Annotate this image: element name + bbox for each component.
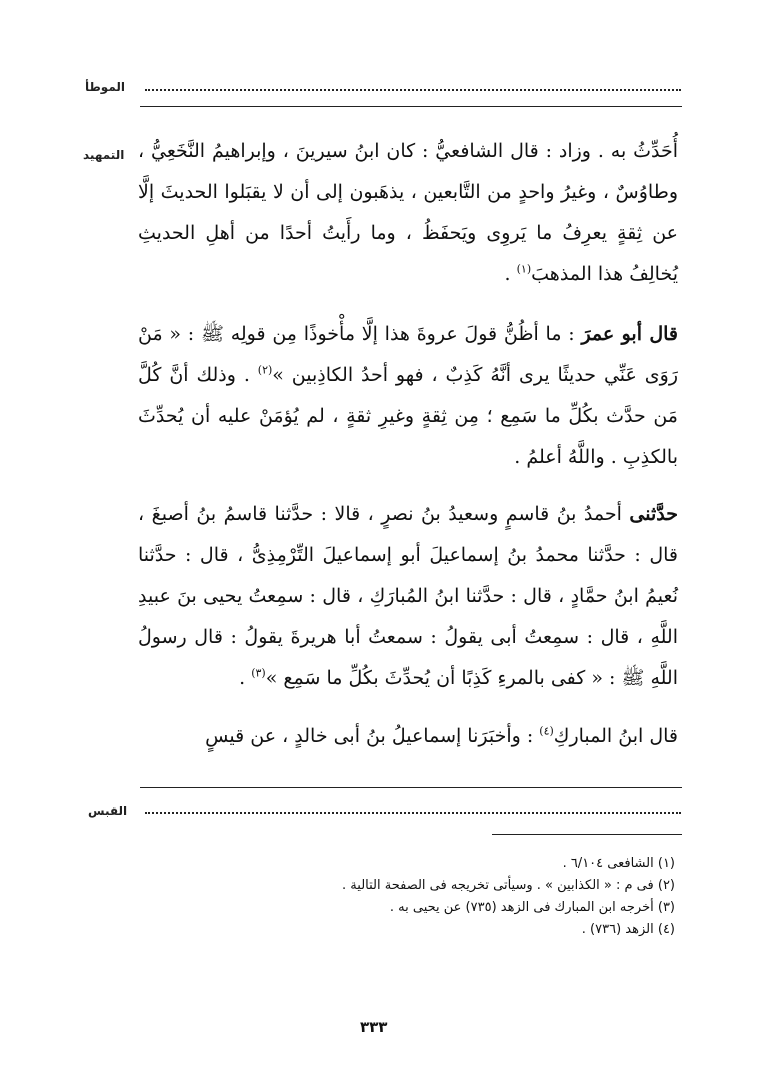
paragraph-3-tail: . <box>239 667 252 689</box>
section-label-tamhid: التمهيد <box>83 148 125 162</box>
book-title-label: الموطأ <box>85 80 125 94</box>
footnote-ref-1[interactable]: (١) <box>516 262 532 276</box>
footnote-4: (٤) الزهد (٧٣٦) . <box>581 922 675 937</box>
lower-rule <box>140 787 682 788</box>
footnote-ref-4[interactable]: (٤) <box>539 724 554 738</box>
paragraph-3 <box>138 494 678 699</box>
header-dotted-line <box>145 89 681 91</box>
footnote-3: (٣) أخرجه ابن المبارك فى الزهد (٧٣٥) عن يحيى به . <box>389 900 675 915</box>
footnote-separator <box>492 834 682 835</box>
footnote-1: (١) الشافعى ٦/١٠٤ . <box>562 856 675 871</box>
paragraph-1-text: أُحَدِّثُ به . وزاد : قال الشافعيُّ : كان ابنُ سيرينَ ، وإبراهيمُ النَّخَعِيُّ ، وطاوُسٌ ، وغيرُ واحدٍ من التَّابعين ، يذهَبون إلى أن لا يقبَلوا الحديثَ إلَّا عن ثِقةٍ يعرِفُ ما يَروِى ويَحفَظُ ، وما رأَيتُ أحدًا من أهلِ الحديثِ يُخالِفُ هذا المذهبَ <box>138 140 678 285</box>
footnote-2: (٢) فى م : « الكذابين » . وسيأتى تخريجه فى الصفحة التالية . <box>342 878 675 893</box>
paragraph-3-lead: حدَّثنى <box>629 503 678 525</box>
page-number: ٣٣٣ <box>360 1018 388 1036</box>
paragraph-4-tail: : وأخبَرَنا إسماعيلُ بنُ أبى خالدٍ ، عن قيسٍ <box>205 725 540 747</box>
paragraph-2-text: : ما أظُنُّ قولَ عروةَ هذا إلَّا مأْخوذًا مِن قولِه ﷺ : « مَنْ رَوَى عَنِّي حديثًا يرى أنَّهُ كَذِبٌ ، فهو أحدُ الكاذِبين » <box>138 323 678 386</box>
header-rule <box>140 106 682 107</box>
paragraph-4-text: قال ابنُ المباركِ <box>553 725 678 747</box>
paragraph-2-tail: . وذلك أنَّ كُلَّ مَن حدَّث بكُلِّ ما سَمِع ؛ مِن ثِقةٍ وغيرِ ثقةٍ ، لم يُؤمَنْ عليه أن يُحدِّثَ بالكذِبِ . واللَّهُ أعلمُ . <box>138 364 678 468</box>
paragraph-1 <box>138 131 678 295</box>
lower-dotted-line <box>145 812 681 814</box>
paragraph-1-tail: . <box>504 263 517 285</box>
paragraph-3-text: أحمدُ بنُ قاسمٍ وسعيدُ بنُ نصرٍ ، قالا : حدَّثنا قاسمُ بنُ أصبغَ ، قال : حدَّثنا محمدُ بنُ إسماعيلَ أبو إسماعيلَ التِّرْمِذِىُّ ، قال : حدَّثنا نُعيمُ ابنُ حمَّادٍ ، قال : حدَّثنا ابنُ المُبارَكِ ، قال : سمِعتُ يحيى بنَ عبيدِ اللَّهِ ، قال : سمِعتُ أبى يقولُ : سمعتُ أبا هريرةَ يقولُ : قال رسولُ اللَّهِ ﷺ : « كفى بالمرءِ كَذِبًا أن يُحدِّثَ بكُلِّ ما سَمِع » <box>138 503 678 689</box>
paragraph-2-lead: قال أبو عمرَ <box>581 323 678 345</box>
paragraph-4 <box>138 716 678 757</box>
section-label-qabas: القبس <box>88 804 128 818</box>
footnote-ref-2[interactable]: (٢) <box>257 363 273 377</box>
footnotes <box>155 853 675 941</box>
paragraph-2 <box>138 314 678 478</box>
footnote-ref-3[interactable]: (٣) <box>251 666 266 680</box>
